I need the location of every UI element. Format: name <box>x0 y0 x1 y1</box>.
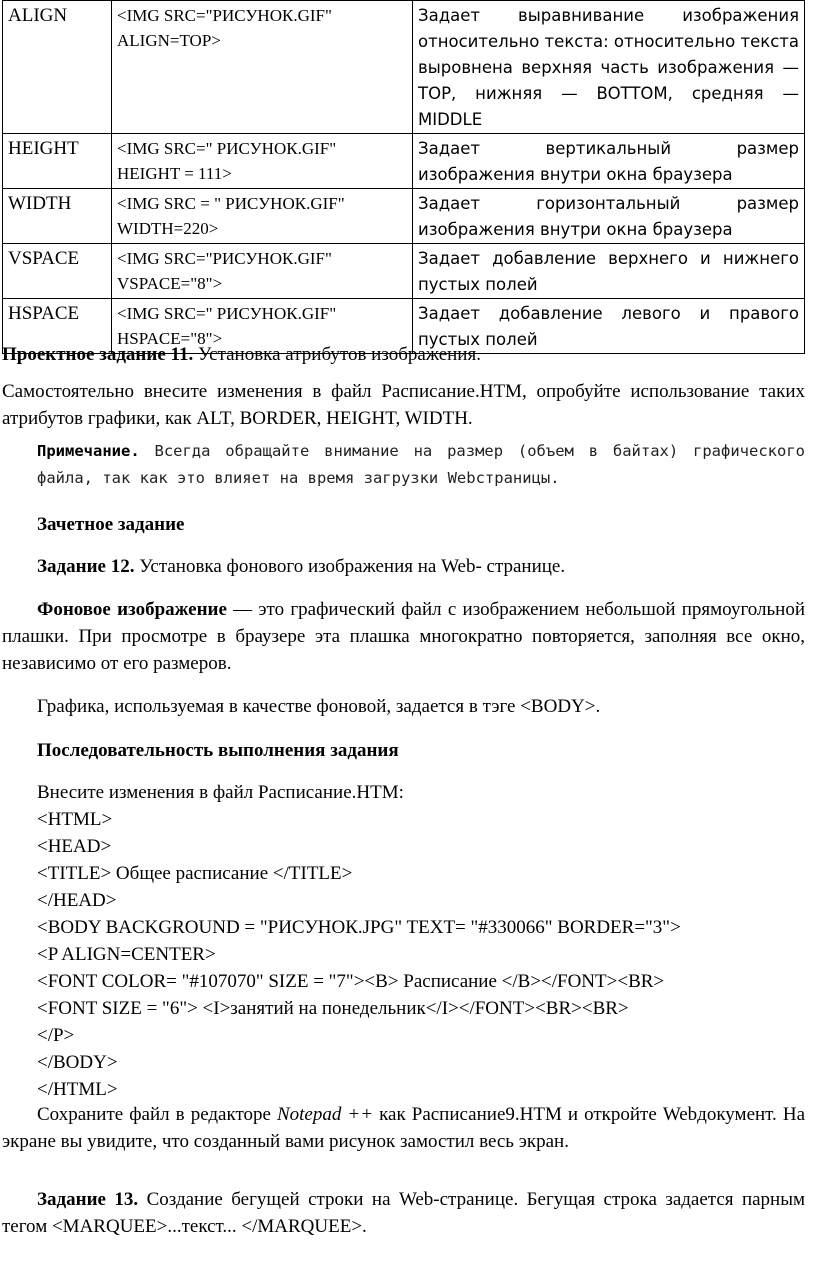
code-line: </HTML> <box>37 1079 118 1100</box>
example-line: <IMG SRC=" РИСУНОК.GIF" <box>117 304 337 323</box>
attribute-example-cell <box>112 244 413 299</box>
code-line: <FONT COLOR= "#107070" SIZE = "7"><B> Расписание </B></FONT><BR> <box>37 971 665 992</box>
attribute-example-cell <box>112 134 413 189</box>
task11-label: Проектное задание 11. <box>2 344 194 365</box>
task11-title: Установка атрибутов изображения. <box>193 344 481 365</box>
editor-name: Notepad ++ <box>276 1104 374 1125</box>
attribute-example-cell <box>112 189 413 244</box>
table-row <box>3 134 805 189</box>
definition-term: Фоновое изображение <box>37 599 227 620</box>
note-paragraph <box>37 438 805 492</box>
task13-label: Задание 13. <box>37 1189 139 1210</box>
code-intro: Внесите изменения в файл Расписание.HTM: <box>37 782 404 803</box>
example-line: <IMG SRC=" РИСУНОК.GIF" <box>117 139 337 158</box>
attribute-name-cell: VSPACE <box>3 244 112 299</box>
body-tag-paragraph: Графика, используемая в качестве фоновой, задается в тэге <BODY>. <box>37 696 601 717</box>
code-line: <TITLE> Общее расписание </TITLE> <box>37 863 353 884</box>
task13-paragraph <box>2 1186 805 1240</box>
note-text: Всегда обращайте внимание на размер (объем в байтах) графического файла, так как это влияет на время загрузки Webстраницы. <box>37 442 805 487</box>
save-instruction: Сохраните файл в редакторе Notepad ++ как Расписание9.HTM и откройте Webдокумент. На экране вы увидите, что созданный вами рисунок замостил весь экран. <box>2 1104 805 1152</box>
task12-label: Задание 12. <box>37 556 135 577</box>
code-line: <HTML> <box>37 809 113 830</box>
attribute-description-cell: Задает вертикальный размер изображения внутри окна браузера <box>413 134 805 189</box>
task12-heading <box>37 553 805 580</box>
task13-text: Создание бегущей строки на Web-странице. Бегущая строка задается парным тегом <MARQUEE>...текст... </MARQUEE>. <box>2 1189 806 1237</box>
attribute-description-cell: Задает добавление левого и правого пустых полей <box>413 299 805 354</box>
code-line: <BODY BACKGROUND = "РИСУНОК.JPG" TEXT= "#330066" BORDER="3"> <box>37 917 681 938</box>
attribute-description-cell: Задает горизонтальный размер изображения внутри окна браузера <box>413 189 805 244</box>
example-line: <IMG SRC = " РИСУНОК.GIF" <box>117 194 345 213</box>
code-line: </P> <box>37 1025 75 1046</box>
credit-heading: Зачетное задание <box>37 514 185 535</box>
html-code-listing <box>37 806 797 1103</box>
example-line: HEIGHT = 111> <box>117 164 232 183</box>
table-row <box>3 1 805 134</box>
table-row <box>3 189 805 244</box>
code-line: <HEAD> <box>37 836 112 857</box>
example-line: <IMG SRC="РИСУНОК.GIF" <box>117 249 332 268</box>
example-line: <IMG SRC="РИСУНОК.GIF" <box>117 6 332 25</box>
table-row <box>3 244 805 299</box>
attribute-description-cell: Задает добавление верхнего и нижнего пустых полей <box>413 244 805 299</box>
example-line: VSPACE="8"> <box>117 274 223 293</box>
code-line: <FONT SIZE = "6"> <I>занятий на понедельник</I></FONT><BR><BR> <box>37 998 629 1019</box>
attribute-name-cell: ALIGN <box>3 1 112 134</box>
note-label: Примечание. <box>37 442 140 460</box>
example-line: HSPACE="8"> <box>117 329 223 348</box>
example-line: WIDTH=220> <box>117 219 219 238</box>
image-attributes-table <box>2 0 805 354</box>
code-line: </HEAD> <box>37 890 117 911</box>
attribute-name-cell: HSPACE <box>3 299 112 354</box>
definition-paragraph <box>2 596 805 677</box>
attribute-example-cell <box>112 1 413 134</box>
attribute-description-cell: Задает выравнивание изображения относительно текста: относительно текста выровнена верхняя часть изображения — TOP, нижняя — BOTTOM, средняя — MIDDLE <box>413 1 805 134</box>
task11-heading <box>2 341 805 368</box>
code-line: <P ALIGN=CENTER> <box>37 944 216 965</box>
sequence-heading: Последовательность выполнения задания <box>37 740 399 761</box>
example-line: ALIGN=TOP> <box>117 31 221 50</box>
attribute-name-cell: HEIGHT <box>3 134 112 189</box>
definition-text: — это графический файл с изображением небольшой прямоугольной плашки. При просмотре в браузере эта плашка многократно повторяется, заполняя все окно, независимо от его размеров. <box>2 599 805 674</box>
task12-title: Установка фонового изображения на Web- странице. <box>134 556 566 577</box>
task11-body: Самостоятельно внесите изменения в файл Расписание.HTM, опробуйте использование таких атрибутов графики, как ALT, BORDER, HEIGHT, WIDTH. <box>2 381 805 429</box>
attribute-name-cell: WIDTH <box>3 189 112 244</box>
code-line: </BODY> <box>37 1052 118 1073</box>
